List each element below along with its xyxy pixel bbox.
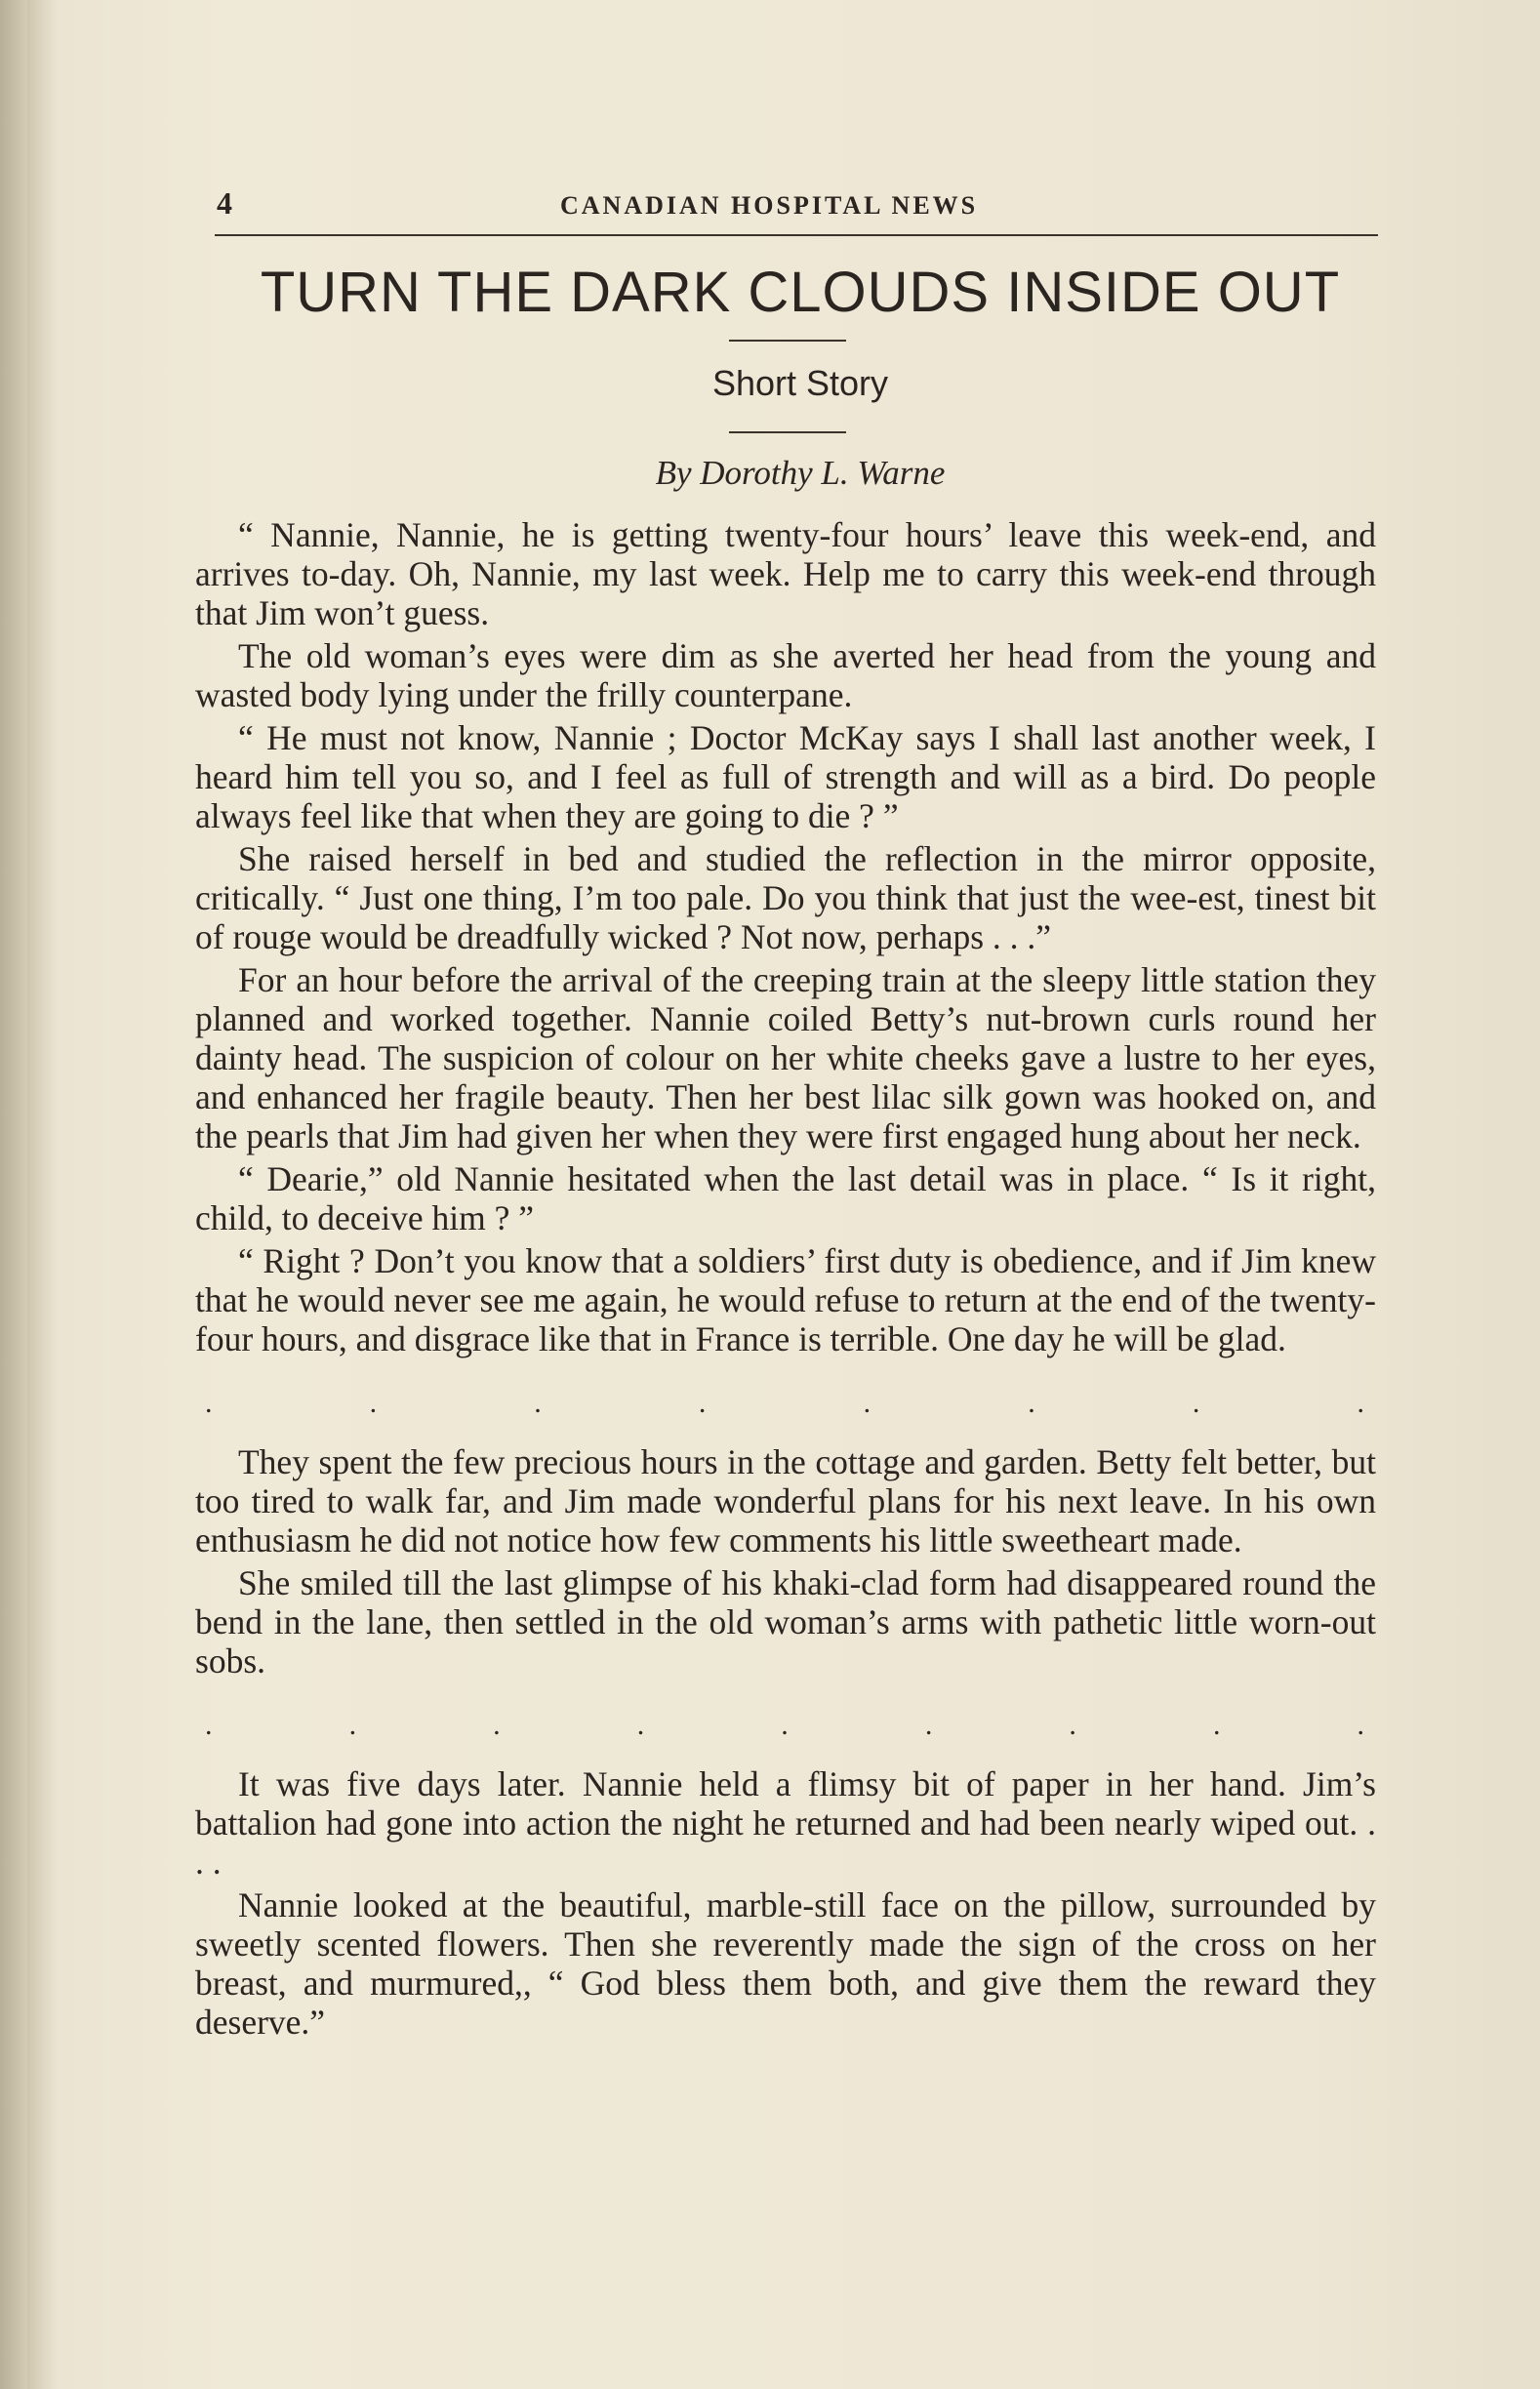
paragraph: It was five days later. Nannie held a flimsy bit of paper in her hand. Jim’s battalion had gone into action the night he returned and had been nearly wiped out. . . . <box>195 1764 1376 1882</box>
paragraph: “ Right ? Don’t you know that a soldiers’ first duty is obedience, and if Jim knew that he would never see me again, he would refuse to return at the end of the twenty-four hours, and disgrace like that in France is terrible. One day he will be glad. <box>195 1241 1376 1358</box>
paragraph: Nannie looked at the beautiful, marble-still face on the pillow, surrounded by sweetly scented flowers. Then she reverently made the sign of the cross on her breast, and murmured,, “ God bless them both, and give them the reward they deserve.” <box>195 1885 1376 2042</box>
article-title: TURN THE DARK CLOUDS INSIDE OUT <box>260 261 1341 324</box>
article-subtitle: Short Story <box>711 363 889 403</box>
page-number: 4 <box>217 185 232 221</box>
article-body <box>195 515 1376 2045</box>
paragraph: The old woman’s eyes were dim as she averted her head from the young and wasted body lying under the frilly counterpane. <box>195 636 1376 714</box>
paragraph: She smiled till the last glimpse of his khaki-clad form had disappeared round the bend in the lane, then settled in the old woman’s arms with pathetic little worn-out sobs. <box>195 1563 1376 1680</box>
paragraph: She raised herself in bed and studied the reflection in the mirror opposite, critically. “ Just one thing, I’m too pale. Do you think that just the wee-est, tinest bit of rouge would be dreadfully wicked ? Not now, perhaps . . .” <box>195 839 1376 956</box>
page-gutter <box>0 0 27 2389</box>
journal-title: CANADIAN HOSPITAL NEWS <box>560 191 979 220</box>
section-separator: . . . . . . . . . <box>205 1709 1366 1741</box>
section-separator: . . . . . . . . <box>205 1387 1366 1419</box>
paragraph: They spent the few precious hours in the cottage and garden. Betty felt better, but too tired to walk far, and Jim made wonderful plans for his next leave. In his own enthusiasm he did not notice how few comments his little sweetheart made. <box>195 1442 1376 1559</box>
paragraph: “ Nannie, Nannie, he is getting twenty-four hours’ leave this week-end, and arrives to-day. Oh, Nannie, my last week. Help me to carry this week-end through that Jim won’t guess. <box>195 515 1376 632</box>
header-rule <box>215 234 1378 236</box>
title-divider <box>729 340 846 342</box>
subtitle-divider <box>729 431 846 433</box>
article-byline: By Dorothy L. Warne <box>655 454 946 492</box>
running-header <box>217 185 1378 224</box>
paragraph: “ Dearie,” old Nannie hesitated when the last detail was in place. “ Is it right, child, to deceive him ? ” <box>195 1159 1376 1237</box>
paragraph: For an hour before the arrival of the creeping train at the sleepy little station they planned and worked together. Nannie coiled Betty’s nut-brown curls round her dainty head. The suspicion of colour on her white cheeks gave a lustre to her eyes, and enhanced her fragile beauty. Then her best lilac silk gown was hooked on, and the pearls that Jim had given her when they were first engaged hung about her neck. <box>195 960 1376 1155</box>
paragraph: “ He must not know, Nannie ; Doctor McKay says I shall last another week, I heard him tell you so, and I feel as full of strength and will as a bird. Do people always feel like that when they are going to die ? ” <box>195 718 1376 835</box>
